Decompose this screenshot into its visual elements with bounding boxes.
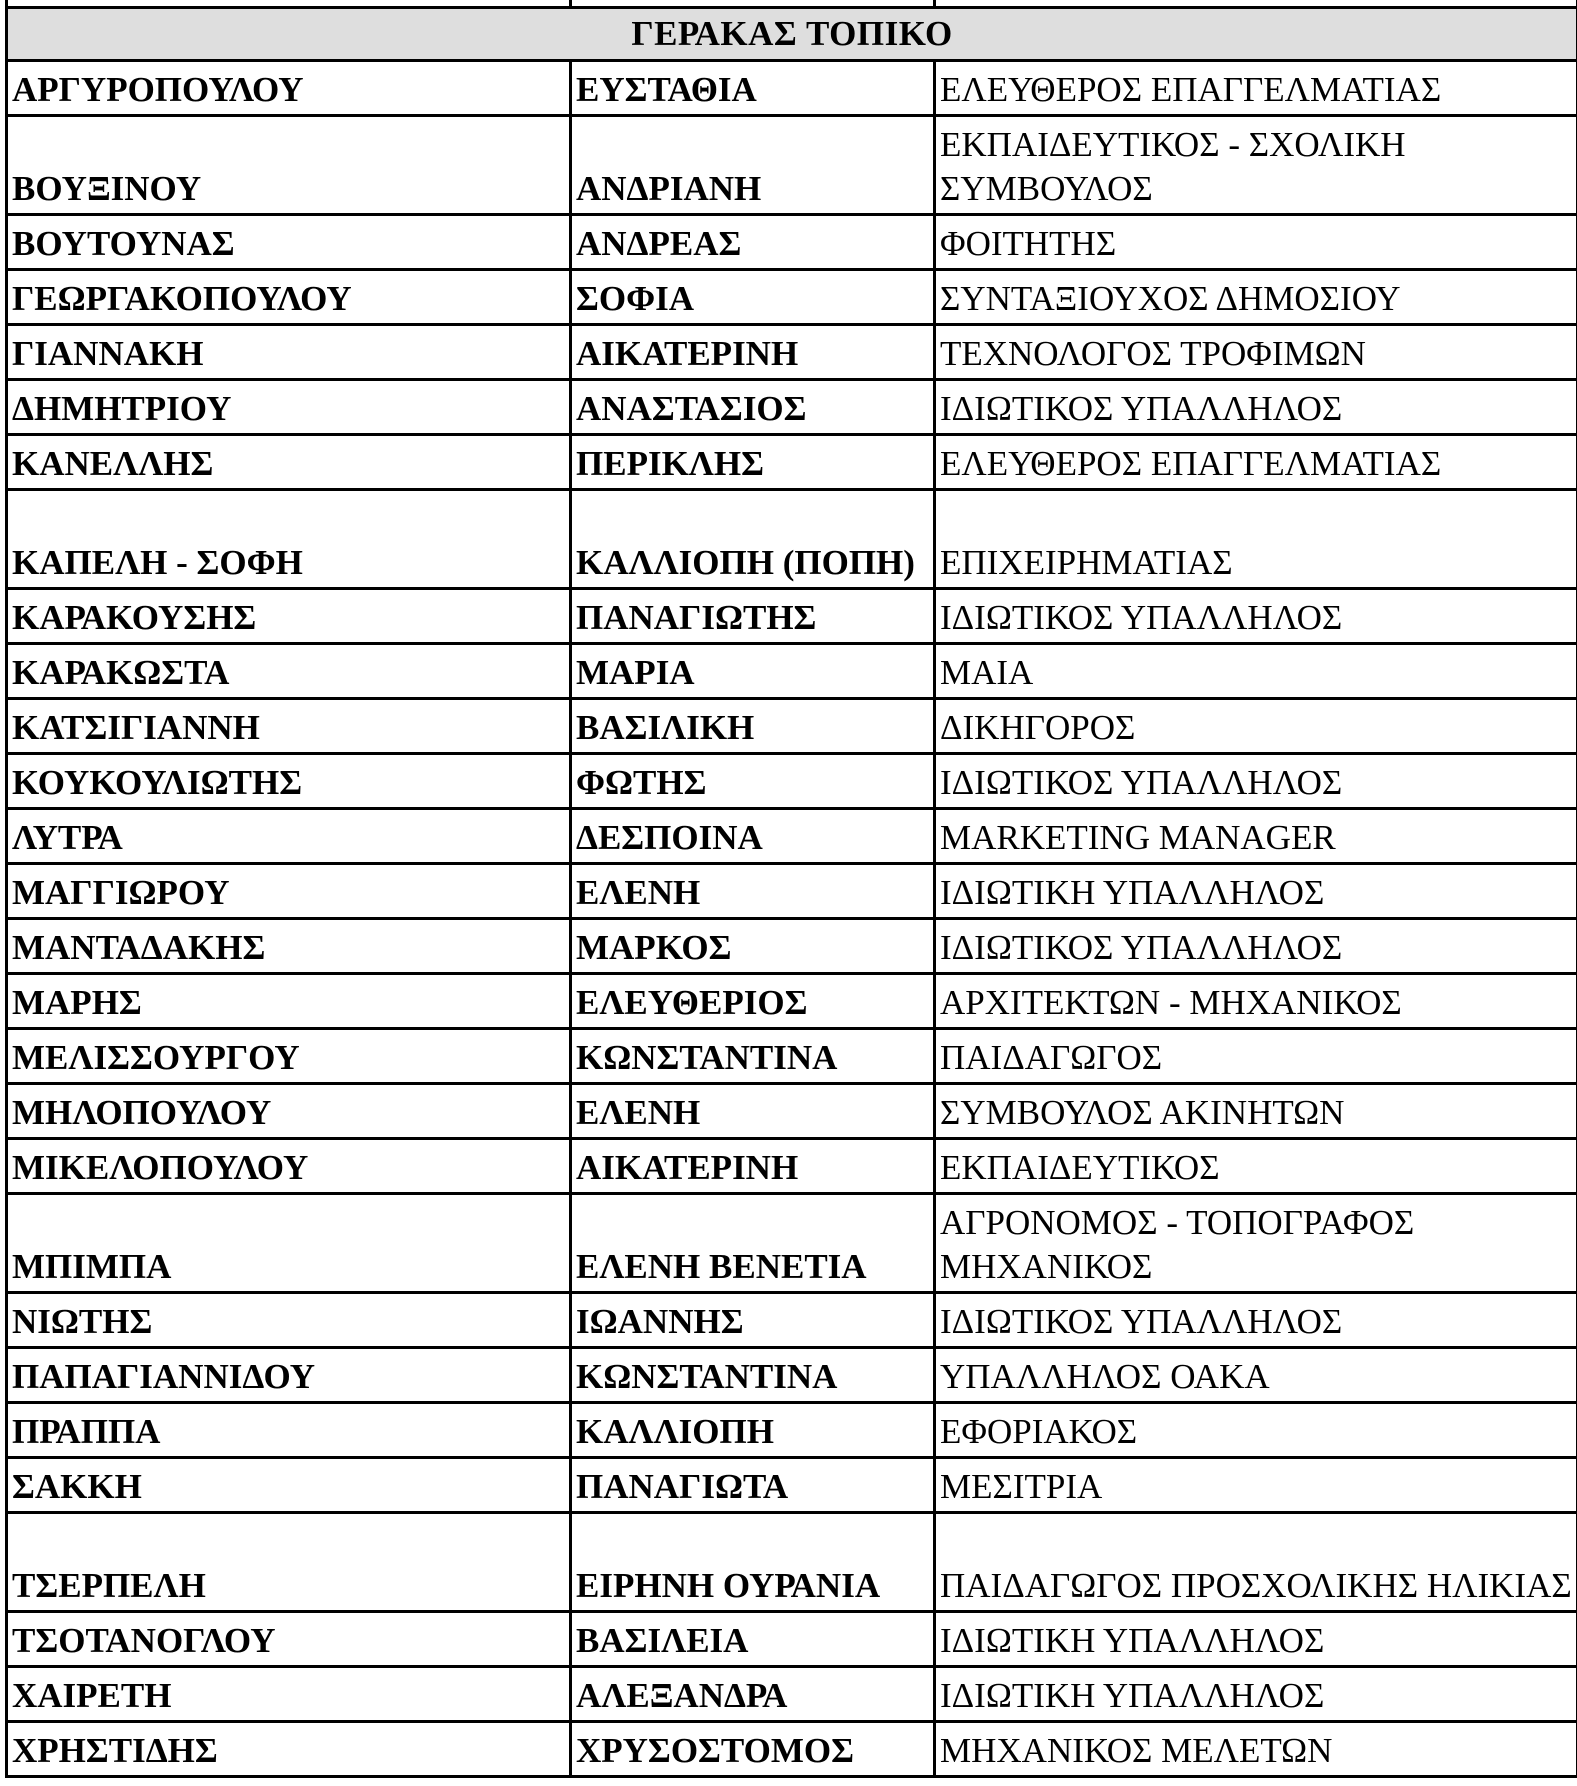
table-row <box>7 1348 1577 1403</box>
firstname-cell: ΑΝΔΡΙΑΝΗ <box>571 116 935 215</box>
candidate-table <box>5 0 1577 1778</box>
occupation-cell: ΕΛΕΥΘΕΡΟΣ ΕΠΑΓΓΕΛΜΑΤΙΑΣ <box>935 435 1577 490</box>
table-row <box>7 61 1577 116</box>
table-row <box>7 699 1577 754</box>
surname-cell: ΧΑΙΡΕΤΗ <box>7 1667 571 1722</box>
surname-cell: ΜΑΝΤΑΔΑΚΗΣ <box>7 919 571 974</box>
surname-cell: ΜΙΚΕΛΟΠΟΥΛΟΥ <box>7 1139 571 1194</box>
occupation-cell: ΙΔΙΩΤΙΚΗ ΥΠΑΛΛΗΛΟΣ <box>935 1612 1577 1667</box>
surname-cell: ΚΟΥΚΟΥΛΙΩΤΗΣ <box>7 754 571 809</box>
occupation-cell: ΥΠΑΛΛΗΛΟΣ ΟΑΚΑ <box>935 1348 1577 1403</box>
top-edge-cell <box>571 0 935 8</box>
firstname-cell: ΦΩΤΗΣ <box>571 754 935 809</box>
surname-cell: ΤΣΟΤΑΝΟΓΛΟΥ <box>7 1612 571 1667</box>
table-row <box>7 435 1577 490</box>
occupation-cell: ΑΡΧΙΤΕΚΤΩΝ - ΜΗΧΑΝΙΚΟΣ <box>935 974 1577 1029</box>
occupation-cell: ΣΥΜΒΟΥΛΟΣ ΑΚΙΝΗΤΩΝ <box>935 1084 1577 1139</box>
firstname-cell: ΑΝΔΡΕΑΣ <box>571 215 935 270</box>
surname-cell: ΧΡΗΣΤΙΔΗΣ <box>7 1722 571 1777</box>
surname-cell: ΛΥΤΡΑ <box>7 809 571 864</box>
top-edge-cell <box>935 0 1577 8</box>
surname-cell: ΓΕΩΡΓΑΚΟΠΟΥΛΟΥ <box>7 270 571 325</box>
occupation-cell: ΕΠΙΧΕΙΡΗΜΑΤΙΑΣ <box>935 490 1577 589</box>
occupation-cell: ΔΙΚΗΓΟΡΟΣ <box>935 699 1577 754</box>
firstname-cell: ΒΑΣΙΛΕΙΑ <box>571 1612 935 1667</box>
occupation-cell: MARKETING MANAGER <box>935 809 1577 864</box>
occupation-cell: ΜΗΧΑΝΙΚΟΣ ΜΕΛΕΤΩΝ <box>935 1722 1577 1777</box>
table-row <box>7 1194 1577 1293</box>
table-row <box>7 1084 1577 1139</box>
firstname-cell: ΙΩΑΝΝΗΣ <box>571 1293 935 1348</box>
table-row <box>7 1458 1577 1513</box>
table-row <box>7 1139 1577 1194</box>
table-row <box>7 1513 1577 1612</box>
table-row <box>7 380 1577 435</box>
table-row <box>7 864 1577 919</box>
table-row <box>7 919 1577 974</box>
firstname-cell: ΧΡΥΣΟΣΤΟΜΟΣ <box>571 1722 935 1777</box>
top-edge-cell <box>7 0 571 8</box>
firstname-cell: ΔΕΣΠΟΙΝΑ <box>571 809 935 864</box>
firstname-cell: ΚΑΛΛΙΟΠΗ <box>571 1403 935 1458</box>
table-row <box>7 490 1577 589</box>
firstname-cell: ΠΑΝΑΓΙΩΤΑ <box>571 1458 935 1513</box>
surname-cell: ΚΑΡΑΚΩΣΤΑ <box>7 644 571 699</box>
table-row <box>7 215 1577 270</box>
surname-cell: ΜΑΓΓΙΩΡΟΥ <box>7 864 571 919</box>
occupation-cell: ΤΕΧΝΟΛΟΓΟΣ ΤΡΟΦΙΜΩΝ <box>935 325 1577 380</box>
section-header-row <box>7 8 1577 61</box>
table-row <box>7 325 1577 380</box>
table-row <box>7 116 1577 215</box>
firstname-cell: ΑΙΚΑΤΕΡΙΝΗ <box>571 325 935 380</box>
table-row <box>7 974 1577 1029</box>
table-row <box>7 1667 1577 1722</box>
surname-cell: ΠΑΠΑΓΙΑΝΝΙΔΟΥ <box>7 1348 571 1403</box>
surname-cell: ΚΑΤΣΙΓΙΑΝΝΗ <box>7 699 571 754</box>
surname-cell: ΒΟΥΞΙΝΟΥ <box>7 116 571 215</box>
firstname-cell: ΕΙΡΗΝΗ ΟΥΡΑΝΙΑ <box>571 1513 935 1612</box>
firstname-cell: ΚΩΝΣΤΑΝΤΙΝΑ <box>571 1348 935 1403</box>
surname-cell: ΤΣΕΡΠΕΛΗ <box>7 1513 571 1612</box>
occupation-cell: ΦΟΙΤΗΤΗΣ <box>935 215 1577 270</box>
surname-cell: ΚΑΡΑΚΟΥΣΗΣ <box>7 589 571 644</box>
occupation-cell: ΙΔΙΩΤΙΚΟΣ ΥΠΑΛΛΗΛΟΣ <box>935 754 1577 809</box>
occupation-cell: ΑΓΡΟΝΟΜΟΣ - ΤΟΠΟΓΡΑΦΟΣ ΜΗΧΑΝΙΚΟΣ <box>935 1194 1577 1293</box>
surname-cell: ΝΙΩΤΗΣ <box>7 1293 571 1348</box>
surname-cell: ΒΟΥΤΟΥΝΑΣ <box>7 215 571 270</box>
table-row <box>7 1029 1577 1084</box>
firstname-cell: ΕΛΕΝΗ ΒΕΝΕΤΙΑ <box>571 1194 935 1293</box>
table-row <box>7 1293 1577 1348</box>
table-row <box>7 270 1577 325</box>
occupation-cell: ΕΦΟΡΙΑΚΟΣ <box>935 1403 1577 1458</box>
surname-cell: ΣΑΚΚΗ <box>7 1458 571 1513</box>
surname-cell: ΚΑΠΕΛΗ - ΣΟΦΗ <box>7 490 571 589</box>
firstname-cell: ΑΙΚΑΤΕΡΙΝΗ <box>571 1139 935 1194</box>
firstname-cell: ΑΛΕΞΑΝΔΡΑ <box>571 1667 935 1722</box>
surname-cell: ΠΡΑΠΠΑ <box>7 1403 571 1458</box>
surname-cell: ΑΡΓΥΡΟΠΟΥΛΟΥ <box>7 61 571 116</box>
occupation-cell: ΠΑΙΔΑΓΩΓΟΣ ΠΡΟΣΧΟΛΙΚΗΣ ΗΛΙΚΙΑΣ <box>935 1513 1577 1612</box>
firstname-cell: ΠΑΝΑΓΙΩΤΗΣ <box>571 589 935 644</box>
occupation-cell: ΙΔΙΩΤΙΚΗ ΥΠΑΛΛΗΛΟΣ <box>935 1667 1577 1722</box>
occupation-cell: ΙΔΙΩΤΙΚΟΣ ΥΠΑΛΛΗΛΟΣ <box>935 589 1577 644</box>
table-top-edge-row <box>7 0 1577 8</box>
surname-cell: ΜΑΡΗΣ <box>7 974 571 1029</box>
surname-cell: ΜΠΙΜΠΑ <box>7 1194 571 1293</box>
firstname-cell: ΕΛΕΝΗ <box>571 864 935 919</box>
candidate-list-sheet <box>5 0 1576 1778</box>
table-row <box>7 1403 1577 1458</box>
table-row <box>7 1722 1577 1777</box>
firstname-cell: ΑΝΑΣΤΑΣΙΟΣ <box>571 380 935 435</box>
occupation-cell: ΕΚΠΑΙΔΕΥΤΙΚΟΣ <box>935 1139 1577 1194</box>
table-row <box>7 754 1577 809</box>
occupation-cell: ΕΛΕΥΘΕΡΟΣ ΕΠΑΓΓΕΛΜΑΤΙΑΣ <box>935 61 1577 116</box>
occupation-cell: ΕΚΠΑΙΔΕΥΤΙΚΟΣ - ΣΧΟΛΙΚΗ ΣΥΜΒΟΥΛΟΣ <box>935 116 1577 215</box>
occupation-cell: ΜΕΣΙΤΡΙΑ <box>935 1458 1577 1513</box>
surname-cell: ΔΗΜΗΤΡΙΟΥ <box>7 380 571 435</box>
table-row <box>7 644 1577 699</box>
occupation-cell: ΜΑΙΑ <box>935 644 1577 699</box>
table-row <box>7 589 1577 644</box>
firstname-cell: ΕΛΕΝΗ <box>571 1084 935 1139</box>
table-row <box>7 1612 1577 1667</box>
surname-cell: ΜΕΛΙΣΣΟΥΡΓΟΥ <box>7 1029 571 1084</box>
occupation-cell: ΙΔΙΩΤΙΚΟΣ ΥΠΑΛΛΗΛΟΣ <box>935 919 1577 974</box>
firstname-cell: ΜΑΡΚΟΣ <box>571 919 935 974</box>
surname-cell: ΚΑΝΕΛΛΗΣ <box>7 435 571 490</box>
section-title: ΓΕΡΑΚΑΣ ΤΟΠΙΚΟ <box>7 8 1577 61</box>
firstname-cell: ΕΛΕΥΘΕΡΙΟΣ <box>571 974 935 1029</box>
table-row <box>7 809 1577 864</box>
firstname-cell: ΚΑΛΛΙΟΠΗ (ΠΟΠΗ) <box>571 490 935 589</box>
firstname-cell: ΒΑΣΙΛΙΚΗ <box>571 699 935 754</box>
occupation-cell: ΠΑΙΔΑΓΩΓΟΣ <box>935 1029 1577 1084</box>
firstname-cell: ΣΟΦΙΑ <box>571 270 935 325</box>
firstname-cell: ΠΕΡΙΚΛΗΣ <box>571 435 935 490</box>
occupation-cell: ΙΔΙΩΤΙΚΟΣ ΥΠΑΛΛΗΛΟΣ <box>935 1293 1577 1348</box>
occupation-cell: ΙΔΙΩΤΙΚΟΣ ΥΠΑΛΛΗΛΟΣ <box>935 380 1577 435</box>
firstname-cell: ΜΑΡΙΑ <box>571 644 935 699</box>
surname-cell: ΓΙΑΝΝΑΚΗ <box>7 325 571 380</box>
surname-cell: ΜΗΛΟΠΟΥΛΟΥ <box>7 1084 571 1139</box>
firstname-cell: ΚΩΝΣΤΑΝΤΙΝΑ <box>571 1029 935 1084</box>
occupation-cell: ΣΥΝΤΑΞΙΟΥΧΟΣ ΔΗΜΟΣΙΟΥ <box>935 270 1577 325</box>
occupation-cell: ΙΔΙΩΤΙΚΗ ΥΠΑΛΛΗΛΟΣ <box>935 864 1577 919</box>
firstname-cell: ΕΥΣΤΑΘΙΑ <box>571 61 935 116</box>
